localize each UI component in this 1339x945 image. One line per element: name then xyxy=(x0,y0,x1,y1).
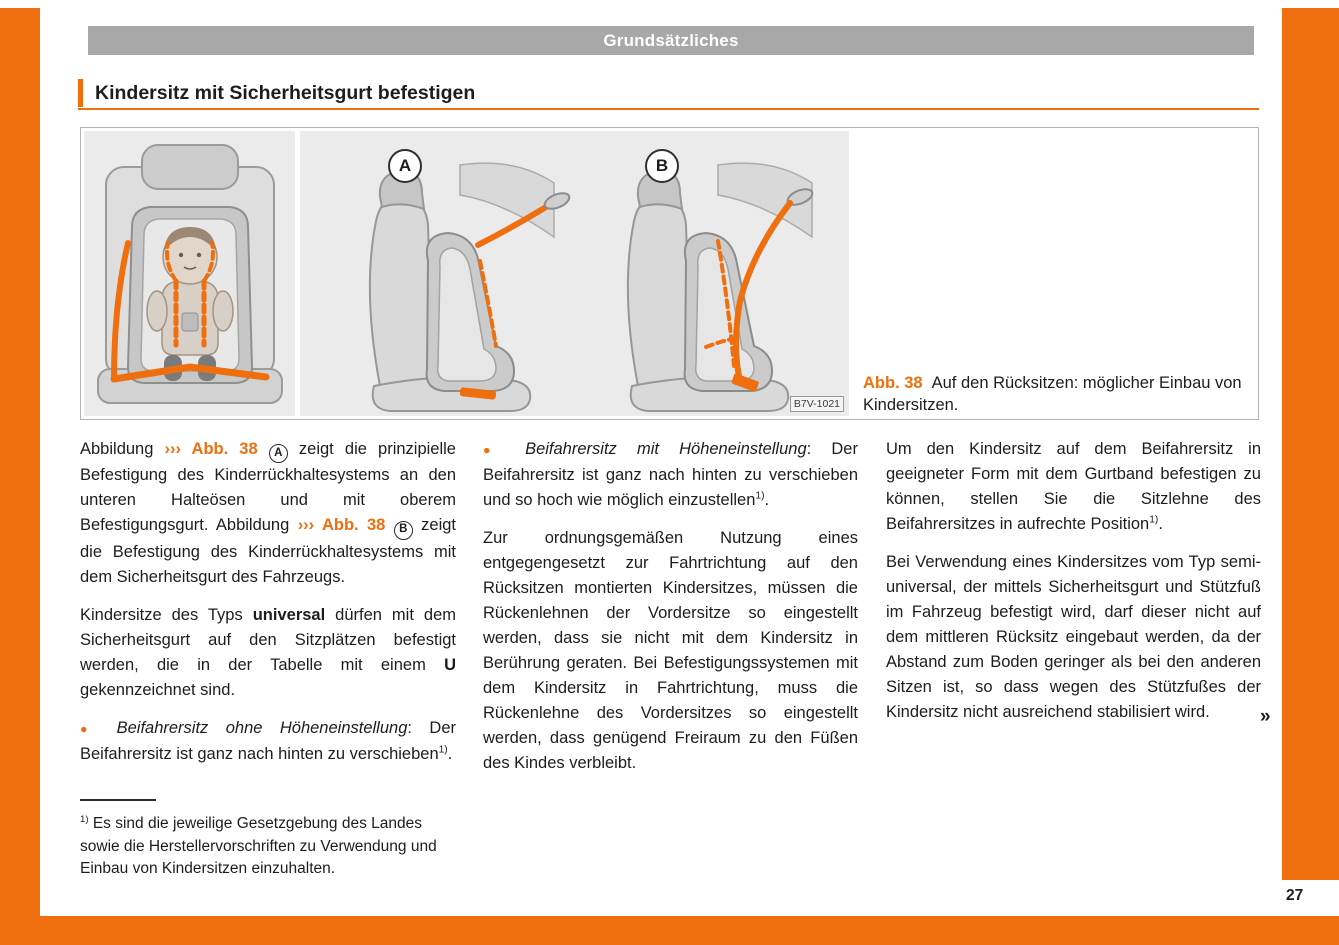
text-run: Auf den Rücksitzen: möglicher Einbau von Kindersitzen. xyxy=(863,374,1242,414)
text-run: . xyxy=(447,744,453,763)
text-run: 1) xyxy=(438,744,448,755)
paragraph-abbildung xyxy=(80,437,456,590)
text-run: Beifahrersitz ohne Höheneinstellung xyxy=(116,718,408,737)
bullet-mit-hoeheneinstellung xyxy=(483,437,858,513)
child-seat-front-illustration xyxy=(84,131,295,416)
text-run: ››› xyxy=(164,440,192,458)
footnote-block xyxy=(80,799,456,881)
text-run: Kindersitze des Typs xyxy=(80,605,253,624)
chapter-title: Grundsätzliches xyxy=(603,30,739,50)
text-run: Um den Kindersitz auf dem Beifahrersitz in geeigneter Form mit dem Gurtband befestigen zu können, stellen Sie die Sitzlehne des Beifahrersitzes in aufrechte Position xyxy=(886,440,1261,533)
text-run: Abb. 38 xyxy=(321,516,386,535)
text-run xyxy=(258,440,269,458)
illustration-child-in-child-seat xyxy=(84,131,295,416)
text-run: Es sind die jeweilige Gesetzgebung des Landes sowie die Herstellervorschriften zu Verwendung und Einbau von Kindersitzen einzuhalten. xyxy=(80,815,437,877)
continuation-marker: » xyxy=(1260,706,1271,727)
text-run: zeigt die Befestigung des Kinderrückhaltesystems mit dem Sicherheitsgurt des Fahrzeugs. xyxy=(80,516,456,586)
circled-letter: B xyxy=(394,521,413,540)
text-run xyxy=(385,516,393,534)
text-run: dürfen mit dem Sicherheitsgurt auf den Sitzplätzen befestigt werden, die in der Tabelle mit einem xyxy=(80,605,456,674)
text-column-1 xyxy=(80,437,456,780)
child-seat-side-illustrations xyxy=(300,131,849,416)
figure-marker-b: B xyxy=(645,149,679,183)
section-heading xyxy=(78,79,475,107)
text-run: Zur ordnungsgemäßen Nutzung eines entgegengesetzt zur Fahrtrichtung auf den Rücksitzen montierten Kindersitzes, müssen die Rückenlehnen der Vordersitze so eingestellt werden, dass sie nicht mit dem Kindersitz in Berührung geraten. Bei Befestigungssystemen mit dem Kindersitz in Fahrtrichtung, muss die Rückenlehne des Vordersitzes so eingestellt werden, dass genügend Freiraum zu den Füßen des Kindes verbleibt. xyxy=(483,529,858,772)
text-run: 1) xyxy=(1149,514,1159,526)
text-run: : Der Beifahrersitz ist ganz nach hinten zu verschieben und so hoch wie möglich einzustellen xyxy=(483,440,858,509)
chapter-header-bar xyxy=(88,26,1254,55)
page-border-bottom xyxy=(0,916,1339,945)
text-run: ››› xyxy=(297,516,322,535)
figure-caption xyxy=(863,373,1251,416)
paragraph-rueckenlehnen xyxy=(483,526,858,776)
figure-marker-a: A xyxy=(388,149,422,183)
text-run: Abb. 38 xyxy=(191,440,258,458)
text-run: . xyxy=(764,491,770,509)
text-run: Abbildung xyxy=(80,440,165,458)
page-number: 27 xyxy=(1286,887,1304,904)
text-run: Bei Verwendung eines Kindersitzes vom Typ semi-universal, der mittels Sicherheitsgurt und Stützfuß im Fahrzeug befestigt wird, darf dieser nicht auf dem mittleren Rücksitz eingebaut werden, da der Abstand zum Boden geringer als bei den anderen Sitzen ist, so dass wegen des Stützfußes der Kindersitz nicht ausreichend stabilisiert wird. xyxy=(886,553,1261,721)
figure-abb-38 xyxy=(80,127,1259,420)
illustration-seat-belt-variants xyxy=(300,131,849,416)
page-border-left xyxy=(0,8,40,945)
circled-letter: A xyxy=(269,444,288,463)
text-run: Abb. 38 xyxy=(863,374,923,392)
footnote-text xyxy=(80,813,456,881)
paragraph-universal xyxy=(80,603,456,703)
image-code: B7V-1021 xyxy=(790,396,844,412)
text-column-3 xyxy=(886,437,1261,738)
text-run: ● xyxy=(483,443,526,457)
text-column-2 xyxy=(483,437,858,789)
text-run: 1) xyxy=(755,490,765,502)
text-run: . xyxy=(1158,515,1163,533)
text-run: universal xyxy=(252,605,326,624)
page-border-right xyxy=(1282,8,1339,880)
text-run: Beifahrersitz mit Höheneinstellung xyxy=(525,440,807,458)
text-run: zeigt die prinzipielle Befestigung des Kinderrückhaltesystems an den unteren Halteösen und mit oberem Befestigungsgurt. Abbildung xyxy=(80,440,456,535)
paragraph-semi-universal xyxy=(886,550,1261,725)
footnote-rule xyxy=(80,799,156,801)
section-accent-bar xyxy=(78,79,83,107)
text-run: gekennzeichnet sind. xyxy=(80,680,236,699)
text-run: : Der Beifahrersitz ist ganz nach hinten zu verschieben xyxy=(80,718,456,763)
paragraph-aufrechte-position xyxy=(886,437,1261,537)
text-run: 1) xyxy=(80,813,89,825)
text-run: U xyxy=(444,655,456,674)
bullet-ohne-hoeheneinstellung xyxy=(80,716,456,767)
section-rule xyxy=(78,108,1259,110)
section-title: Kindersitz mit Sicherheitsgurt befestigen xyxy=(95,81,476,104)
text-run: ● xyxy=(80,721,117,736)
